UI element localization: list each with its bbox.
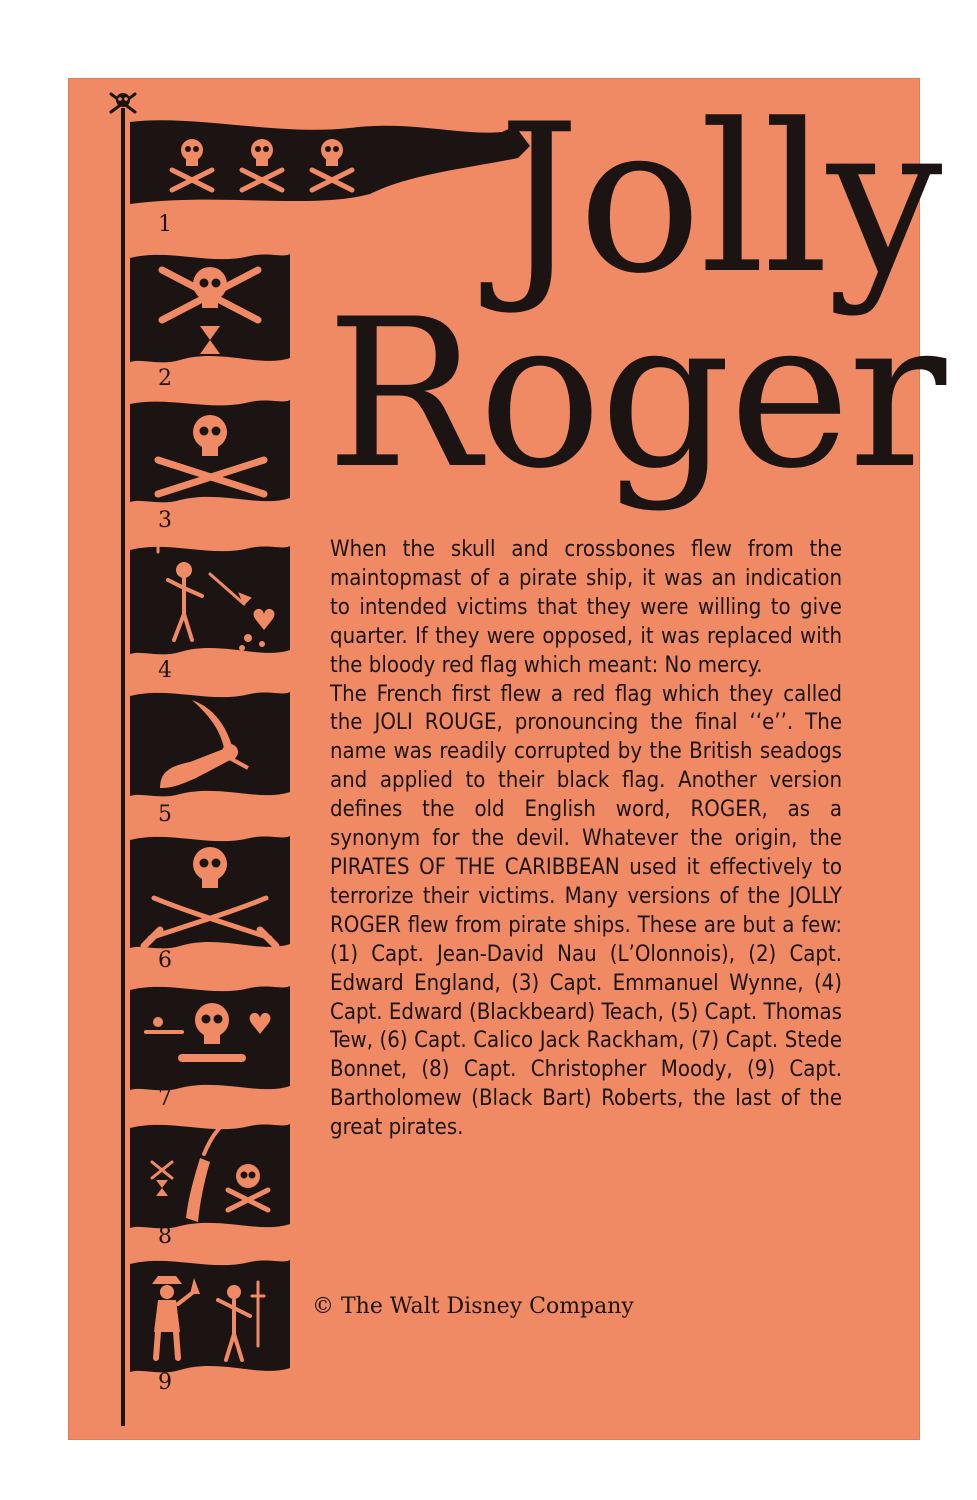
flag-number: 4	[158, 658, 172, 683]
skull-crossed-swords-icon	[130, 830, 290, 954]
flag-7	[130, 980, 290, 1096]
history-paragraph-2: The French first flew a red flag which they called the JOLI ROUGE, pronouncing the final ‘‘e’’. The name was readily corrupted by the British seadogs and applied to their black flag. Another version defines the old English word, ROGER, as a synonym for the devil. Whatever the origin, the PIRATES OF THE CARIBBEAN used it effectively to terrorize their victims. Many versions of the JOLLY ROGER flew from pirate ships. These are but a few: (1) Capt. Jean-David Nau (L’Olonnois), (2) Capt. Edward England, (3) Capt. Emmanuel Wynne, (4) Capt. Edward (Blackbeard) Teach, (5) Capt. Thomas Tew, (6) Capt. Calico Jack Rackham, (7) Capt. Stede Bonnet, (8) Capt. Christopher Moody, (9) Capt. Bartholomew (Black Bart) Roberts, the last of the great pirates.	[330, 681, 842, 1141]
flag-number: 8	[158, 1224, 172, 1249]
winged-hourglass-arm-sword-skull-icon	[130, 1118, 290, 1234]
arm-with-cutlass-icon	[130, 686, 290, 802]
flag-number: 2	[158, 366, 172, 391]
flag-3	[130, 396, 290, 508]
history-text	[330, 536, 842, 1143]
skull-crossbones-icon	[130, 396, 290, 508]
title-roger: Roger	[326, 276, 945, 514]
flag-number: 7	[158, 1086, 172, 1111]
flag-8	[130, 1118, 290, 1234]
flag-pole	[121, 108, 125, 1426]
flag-4	[130, 540, 290, 660]
flag-1	[130, 114, 530, 214]
jolly-roger-card	[68, 78, 945, 1440]
pirate-and-skeleton-icon	[130, 1254, 290, 1378]
skull-crossbones-hourglass-icon	[130, 248, 290, 368]
flag-number: 3	[158, 508, 172, 533]
flag-number: 5	[158, 802, 172, 827]
skull-bone-dagger-heart-icon	[130, 980, 290, 1096]
flag-number: 9	[158, 1370, 172, 1395]
flag-number: 6	[158, 948, 172, 973]
flag-6	[130, 830, 290, 954]
flag-5	[130, 686, 290, 802]
copyright-notice: © The Walt Disney Company	[312, 1294, 634, 1319]
history-paragraph-1: When the skull and crossbones flew from the maintopmast of a pirate ship, it was an indication to intended victims that they were willing to give quarter. If they were opposed, it was replaced with the bloody red flag which meant: No mercy.	[330, 537, 842, 678]
devil-skeleton-spear-heart-icon	[130, 540, 290, 660]
title-jolly: Jolly	[498, 81, 941, 319]
flag-2	[130, 248, 290, 368]
flag-9	[130, 1254, 290, 1378]
three-skulls-crossbones-pennant-icon	[130, 114, 530, 214]
flag-number: 1	[158, 212, 172, 237]
